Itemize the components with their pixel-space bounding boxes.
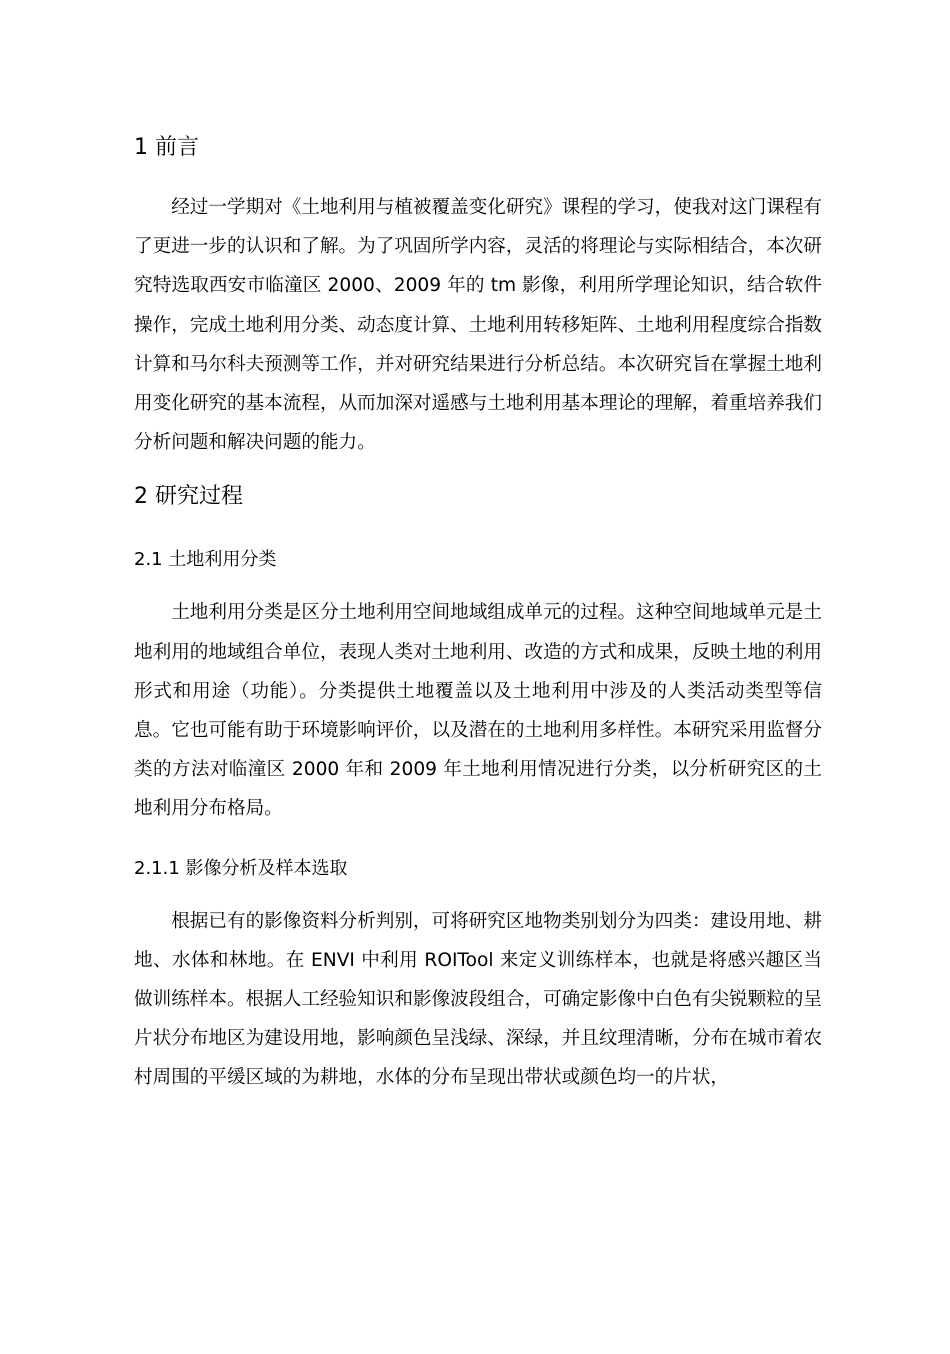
heading-image-analysis: 2.1.1 影像分析及样本选取 xyxy=(134,857,348,879)
paragraph-image-analysis: 根据已有的影像资料分析判别，可将研究区地物类别划分为四类：建设用地、耕地、水体和林地。在 ENVI 中利用 ROITool 来定义训练样本，也就是将感兴趣区当做训练样本。根据人工经验知识和影像波段组合，可确定影像中白色有尖锐颗粒的呈片状分布地区为建设用地，影响颜色呈浅绿、深绿，并且纹理清晰，分布在城市着农村周围的平缓区域的为耕地，水体的分布呈现出带状或颜色均一的片状， xyxy=(134,910,822,1089)
heading-research-process: 2 研究过程 xyxy=(134,484,243,510)
heading-landuse-classification: 2.1 土地利用分类 xyxy=(134,549,277,571)
document-body xyxy=(134,128,822,1098)
heading-preface: 1 前言 xyxy=(134,135,199,160)
paragraph-landuse-classification: 土地利用分类是区分土地利用空间地域组成单元的过程。这种空间地域单元是土地利用的地域组合单位，表现人类对土地利用、改造的方式和成果，反映土地的利用形式和用途（功能）。分类提供土地覆盖以及土地利用中涉及的人类活动类型等信息。它也可能有助于环境影响评价，以及潜在的土地利用多样性。本研究采用监督分类的方法对临潼区 2000 年和 2009 年土地利用情况进行分类，以分析研究区的土地利用分布格局。 xyxy=(134,602,822,820)
paragraph-preface: 经过一学期对《土地利用与植被覆盖变化研究》课程的学习，使我对这门课程有了更进一步的认识和了解。为了巩固所学内容，灵活的将理论与实际相结合，本次研究特选取西安市临潼区 2000、2009 年的 tm 影像，利用所学理论知识，结合软件操作，完成土地利用分类、动态度计算、土地利用转移矩阵、土地利用程度综合指数计算和马尔科夫预测等工作，并对研究结果进行分析总结。本次研究旨在掌握土地利用变化研究的基本流程，从而加深对遥感与土地利用基本理论的理解，着重培养我们分析问题和解决问题的能力。 xyxy=(134,197,822,454)
